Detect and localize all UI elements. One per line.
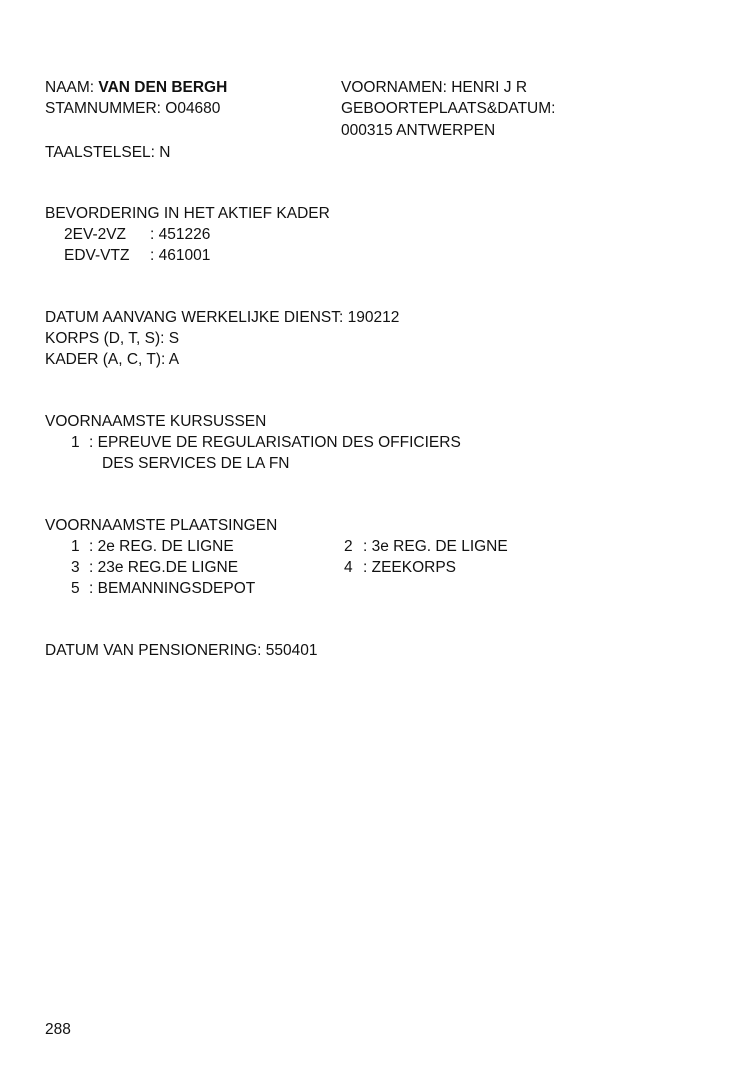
bevordering-rank: EDV-VTZ [64,247,130,264]
kursus-text: : EPREUVE DE REGULARISATION DES OFFICIERS [89,434,461,451]
name-value: VAN DEN BERGH [98,79,228,96]
plaatsing-number: 3 [71,559,80,576]
plaatsing-number: 1 [71,538,80,555]
kursus-number: 1 [71,434,80,451]
datum-aanvang: DATUM AANVANG WERKELIJKE DIENST: 190212 [45,309,400,326]
plaatsing-text: : 3e REG. DE LIGNE [363,538,508,555]
taalstelsel: TAALSTELSEL: N [45,144,171,161]
plaatsing-number: 4 [344,559,353,576]
geboorte-label: GEBOORTEPLAATS&DATUM: [341,100,556,117]
korps: KORPS (D, T, S): S [45,330,180,347]
kursus-text-continued: DES SERVICES DE LA FN [102,455,290,472]
plaatsing-number: 2 [344,538,353,555]
page-number: 288 [45,1021,71,1038]
name-line [45,77,227,98]
bevordering-date: : 451226 [150,226,211,243]
bevordering-date: : 461001 [150,247,211,264]
plaatsing-text: : 2e REG. DE LIGNE [89,538,234,555]
geboorte-value: 000315 ANTWERPEN [341,122,496,139]
stamnummer: STAMNUMMER: O04680 [45,100,221,117]
name-label: NAAM: [45,79,95,96]
pensionering: DATUM VAN PENSIONERING: 550401 [45,642,318,659]
bevordering-heading: BEVORDERING IN HET AKTIEF KADER [45,205,330,222]
voornamen: VOORNAMEN: HENRI J R [341,79,528,96]
plaatsing-text: : ZEEKORPS [363,559,457,576]
kursussen-heading: VOORNAAMSTE KURSUSSEN [45,413,267,430]
kader: KADER (A, C, T): A [45,351,180,368]
bevordering-rank: 2EV-2VZ [64,226,127,243]
plaatsingen-heading: VOORNAAMSTE PLAATSINGEN [45,517,278,534]
plaatsing-text: : BEMANNINGSDEPOT [89,580,256,597]
plaatsing-number: 5 [71,580,80,597]
plaatsing-text: : 23e REG.DE LIGNE [89,559,239,576]
